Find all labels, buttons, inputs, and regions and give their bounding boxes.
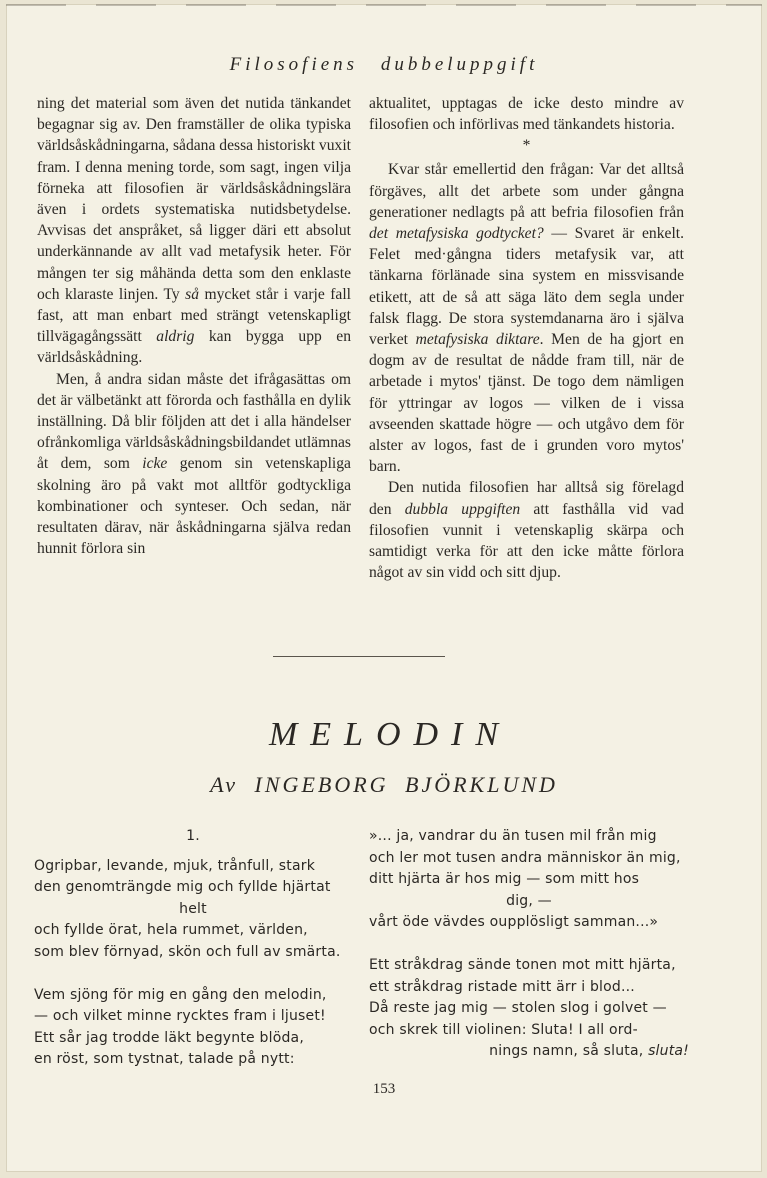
section-divider-star: * — [522, 137, 531, 155]
text-segment: — Svaret är enkelt. Felet med·gångna tiders metafysik var, att tänkarna förlänade sina system en missvisande etikett, att de så att säga läto dem segla under falsk flagg. De stora systemdanarna äro i själva verket — [369, 225, 685, 349]
emphasis: sluta! — [648, 1043, 689, 1059]
poem-line: »... ja, vandrar du än tusen mil från mig — [369, 828, 657, 844]
text-segment: genom sin vetenskapliga skolning äro på vakt mot alltför godtyckliga kombinationer och synteser. Och sedan, när resultaten därav, när åskådningarna själva redan hunnit förlora sin — [37, 455, 351, 558]
running-head: Filosofiens dubbeluppgift — [229, 54, 539, 75]
poem-line: helt — [179, 900, 207, 917]
text-segment: mycket står i varje fall fast, att man enbart med strängt vetenskapligt tillvägagångssätt — [37, 285, 351, 346]
poem-line: dig, — — [506, 892, 552, 909]
right-paragraph-2 — [369, 159, 684, 477]
emphasis: det metafysiska godtycket? — [369, 225, 544, 243]
poem-line: den genomträngde mig och fyllde hjärtat — [34, 879, 331, 895]
poem-line: Då reste jag mig — stolen slog i golvet — — [369, 1000, 667, 1016]
emphasis: så — [185, 285, 200, 303]
poem-line: vårt öde vävdes oupplösligt samman...» — [369, 914, 659, 930]
emphasis: aldrig — [156, 328, 195, 346]
poem-line: och fyllde örat, hela rummet, världen, — [34, 922, 308, 938]
page-number: 153 — [372, 1081, 396, 1097]
poem-line — [369, 1041, 689, 1063]
emphasis: icke — [142, 455, 168, 473]
section-rule — [273, 656, 445, 657]
text-segment: att fasthålla vid vad filosofien vunnit i vetenskaplig skärpa och samtidigt verka för att den icke måtte förlora något av sin vidd och sitt djup. — [369, 500, 684, 582]
poem-line: en röst, som tystnat, talade på nytt: — [34, 1051, 295, 1067]
poem-author: Av INGEBORG BJÖRKLUND — [210, 772, 558, 797]
page — [6, 4, 762, 1172]
text-segment: ning det material som även det nutida tänkandet begagnar sig av. Den framställer de olika typiska världsåskådningarna, sådana dessa historiskt vuxit fram. I denna mening torde, som sagt, ingen vilja förneka att filosofien är världsåskådningslära även i ordets systematiska nutidsbetydelse. Avvisas det anspråket, så ligger däri ett absolut underkännande av allt vad metafysik heter. För mången ter sig måhända detta som den enklaste och klaraste linjen. Ty — [37, 95, 351, 303]
emphasis: dubbla uppgiften — [404, 500, 521, 518]
text-segment: . Men de ha gjort en dogm av de resultat de nådde fram till, när de arbetade i mytos' tjänst. De togo dem nämligen för yttringar av logos — vilken de i vissa avseenden skattade högre — och utgåvo dem för alster av logos, fast de i grunden voro mytos' barn. — [369, 331, 684, 476]
text-segment: Den nutida filosofien har alltså sig förelagd den — [369, 479, 684, 518]
poem-line: Ett sår jag trodde läkt begynte blöda, — [34, 1029, 304, 1046]
poem-title: MELODIN — [268, 716, 512, 753]
left-column — [37, 93, 351, 559]
poem-right-column — [369, 826, 689, 1063]
left-paragraph-2 — [37, 369, 351, 560]
text-segment: kan bygga upp en världsåskådning. — [37, 328, 352, 367]
stanza-gap — [369, 934, 689, 956]
poem-line: och ler mot tusen andra människor än mig, — [369, 849, 681, 866]
text-segment: Kvar står emellertid den frågan: Var det alltså förgäves, allt det arbete som under gångna generationer nedlagts på att befria filosofien från — [369, 161, 684, 221]
poem-part-number: 1. — [186, 828, 200, 844]
right-column — [369, 93, 684, 583]
left-paragraph-1 — [37, 93, 351, 369]
poem-line: ett stråkdrag ristade mitt ärr i blod... — [369, 978, 635, 995]
poem-line: Ogripbar, levande, mjuk, trånfull, stark — [34, 857, 316, 874]
poem-left-column — [34, 826, 352, 1071]
stanza-gap — [34, 963, 352, 985]
poem-line: Ett stråkdrag sände tonen mot mitt hjärta, — [369, 957, 676, 973]
poem-line: ditt hjärta är hos mig — som mitt hos — [369, 871, 640, 887]
right-paragraph-1: aktualitet, upptagas de icke desto mindre av filosofien och införlivas med tänkandets historia. — [369, 95, 684, 134]
text-segment: Men, å andra sidan måste det ifrågasättas om det är välbetänkt att förorda och fasthålla en dylik inställning. Då blir följden att det i alla händelser ofrånkomliga världsåskådningsbildandet utlämnas åt dem, som — [37, 370, 351, 473]
emphasis: metafysiska diktare — [415, 331, 540, 349]
poem-line: som blev förnyad, skön och full av smärta. — [34, 943, 341, 960]
poem-line: — och vilket minne rycktes fram i ljuset! — [34, 1008, 326, 1024]
text-segment: nings namn, så sluta, — [489, 1043, 649, 1059]
poem-line: Vem sjöng för mig en gång den melodin, — [34, 986, 327, 1003]
poem-line: och skrek till violinen: Sluta! I all ord- — [369, 1021, 638, 1038]
top-edge-line — [6, 4, 762, 6]
right-paragraph-3 — [369, 477, 684, 583]
